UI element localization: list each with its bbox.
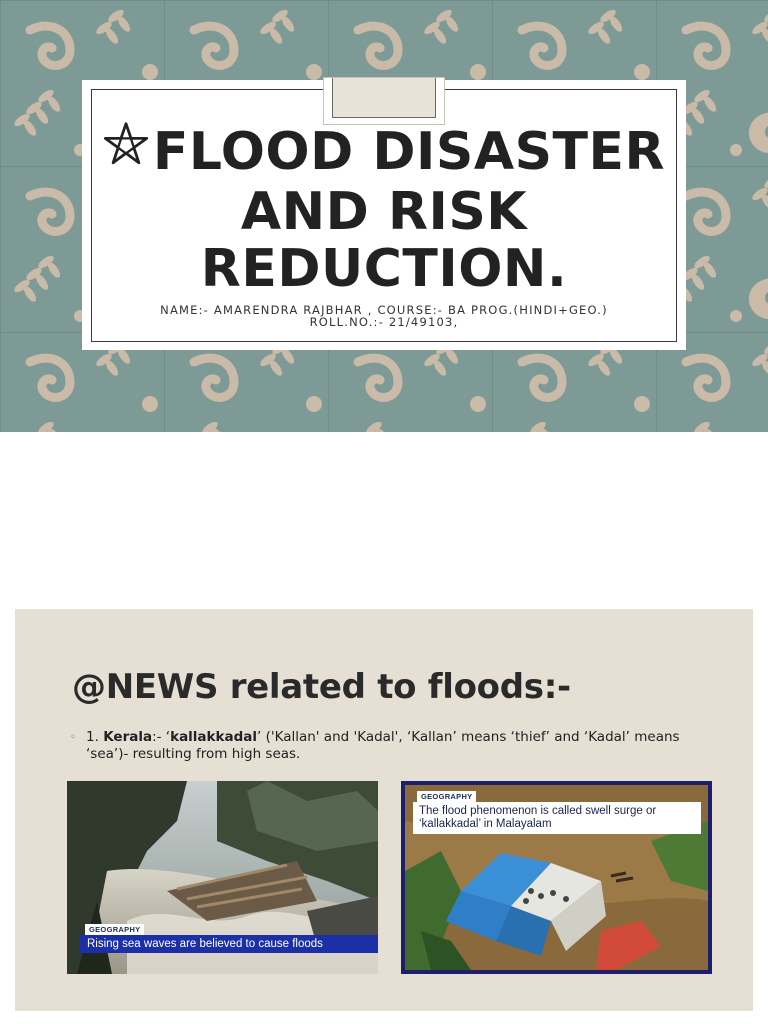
title-line-3: REDUCTION. xyxy=(200,239,568,299)
bullet-marker: ◦ xyxy=(70,732,76,743)
bullet-text: 1. Kerala:- ‘kallakkadal’ ('Kallan' and 'Kadal', ‘Kallan’ means ‘thief’ and ‘Kadal’ means ‘sea’)- resulting from high seas. xyxy=(86,729,680,762)
news-slide xyxy=(15,609,753,1011)
news-heading: @NEWS related to floods:- xyxy=(72,667,571,707)
right-geography-tag: GEOGRAPHY xyxy=(417,791,476,802)
title-tab-decoration xyxy=(324,78,444,124)
title-line-1: FLOOD DISASTER xyxy=(82,124,686,184)
right-caption-line-1: The flood phenomenon is called swell surge or xyxy=(419,805,657,817)
flood-river-image xyxy=(67,781,378,974)
title-slide xyxy=(0,0,768,432)
left-geography-tag: GEOGRAPHY xyxy=(85,924,144,935)
right-image-caption xyxy=(413,802,701,834)
right-caption-line-2: ‘kallakkadal’ in Malayalam xyxy=(419,818,552,830)
slide-title xyxy=(82,124,686,298)
news-bullet-item xyxy=(72,729,712,763)
pentagram-star-icon xyxy=(103,120,149,178)
bullet-term: kallakkadal xyxy=(170,729,258,745)
left-image-caption: Rising sea waves are believed to cause floods xyxy=(79,935,378,953)
subtitle-roll-no: ROLL.NO.:- 21/49103, xyxy=(309,315,459,329)
slide-subtitle xyxy=(82,304,686,328)
flood-rooftop-image xyxy=(401,781,712,974)
title-line-2: AND RISK xyxy=(240,182,528,242)
subtitle-name-course: NAME:- AMARENDRA RAJBHAR , COURSE:- BA PROG.(HINDI+GEO.) xyxy=(160,303,608,317)
title-card xyxy=(82,80,686,350)
bullet-place: Kerala xyxy=(103,729,153,745)
